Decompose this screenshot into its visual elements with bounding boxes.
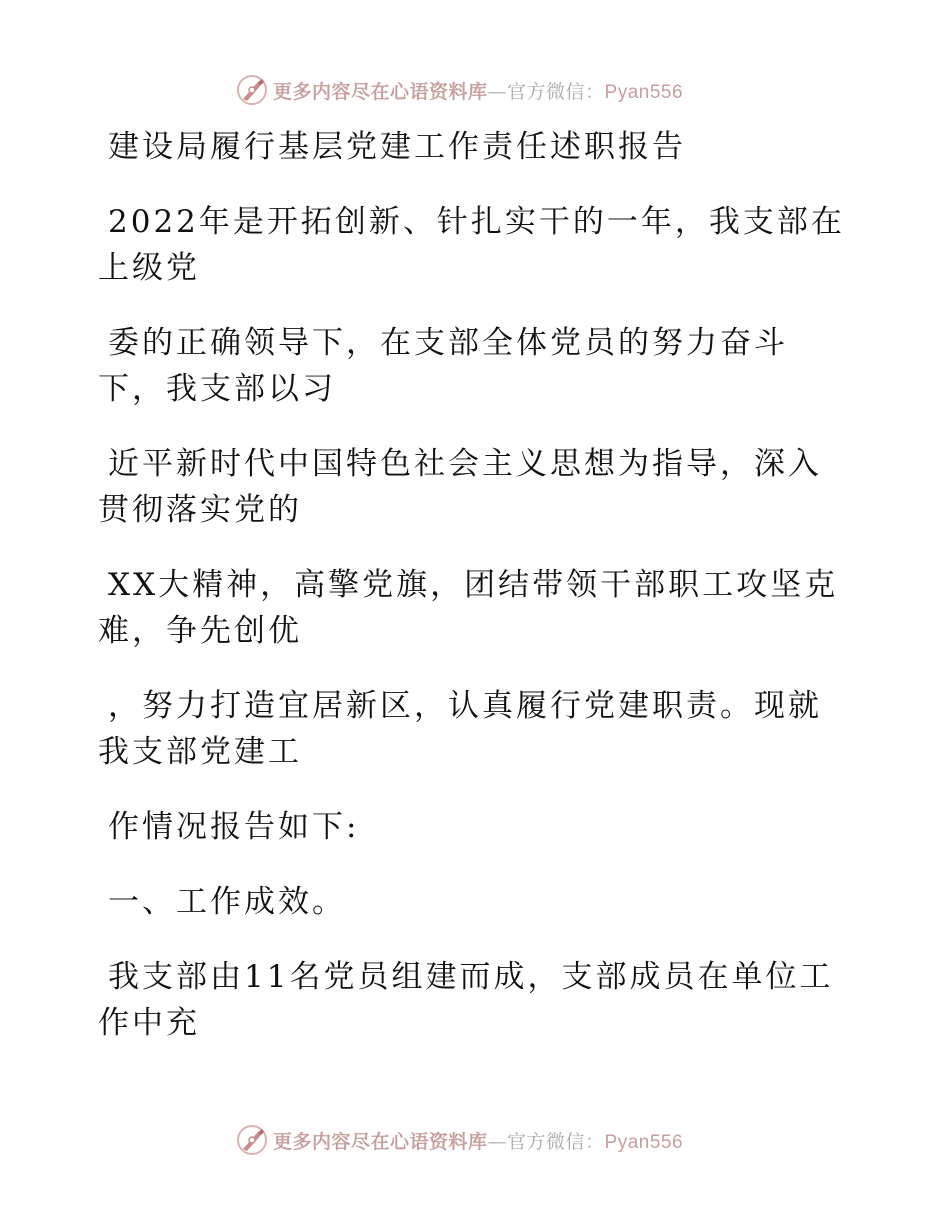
paragraph <box>98 320 858 412</box>
paragraph-line: 2022年是开拓创新、针扎实干的一年，我支部在 <box>108 204 845 240</box>
pen-logo-icon <box>235 1123 269 1157</box>
watermark-sub-text: 官方微信： <box>507 1130 605 1153</box>
section-heading-text: 一、工作成效。 <box>108 884 346 920</box>
watermark-main-text: 更多内容尽在心语资料库 <box>273 80 488 103</box>
watermark-sub-text: 官方微信： <box>507 80 605 103</box>
paragraph-line: 贯彻落实党的 <box>98 492 302 528</box>
paragraph-line: 上级党 <box>98 250 200 286</box>
document-title: 建设局履行基层党建工作责任述职报告 <box>108 129 686 165</box>
paragraph <box>98 804 858 850</box>
paragraph-line: 我支部由11名党员组建而成，支部成员在单位工 <box>108 959 834 995</box>
paragraph-line: 作情况报告如下: <box>108 809 360 845</box>
watermark-separator: — <box>487 80 508 103</box>
paragraph <box>98 954 858 1046</box>
watermark-text <box>273 1127 683 1154</box>
watermark-header <box>235 72 683 108</box>
section-heading <box>98 879 858 925</box>
watermark-footer <box>235 1122 683 1158</box>
paragraph-line: 我支部党建工 <box>98 734 302 770</box>
paragraph-line: XX大精神，高擎党旗，团结带领干部职工攻坚克 <box>108 567 839 603</box>
document-body <box>98 124 858 1046</box>
pen-logo-icon <box>235 73 269 107</box>
paragraph <box>98 562 858 654</box>
paragraph-line: 难，争先创优 <box>98 613 302 649</box>
watermark-separator: — <box>487 1130 508 1153</box>
paragraph-line: 近平新时代中国特色社会主义思想为指导，深入 <box>108 446 822 482</box>
paragraph-line: ，努力打造宜居新区，认真履行党建职责。现就 <box>108 688 822 724</box>
paragraph <box>98 683 858 775</box>
paragraph-line: 作中充 <box>98 1005 200 1041</box>
paragraph-line: 委的正确领导下，在支部全体党员的努力奋斗 <box>108 325 788 361</box>
watermark-text <box>273 77 683 104</box>
watermark-main-text: 更多内容尽在心语资料库 <box>273 1130 488 1153</box>
paragraph <box>98 199 858 291</box>
watermark-wechat-id: Pyan556 <box>604 1131 684 1153</box>
watermark-wechat-id: Pyan556 <box>604 81 684 103</box>
paragraph <box>98 441 858 533</box>
paragraph-line: 下，我支部以习 <box>98 371 336 407</box>
